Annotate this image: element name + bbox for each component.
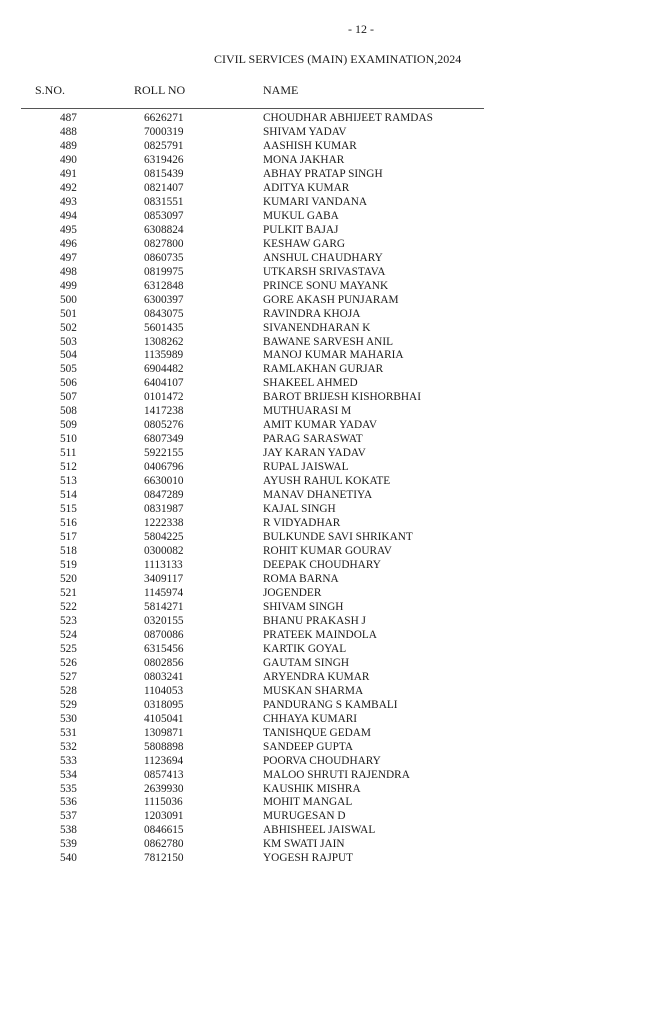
table-row	[0, 405, 667, 419]
sno-cell: 511	[60, 447, 77, 460]
roll-no-cell: 0827800	[144, 237, 184, 250]
roll-no-cell: 1113133	[144, 559, 183, 571]
table-row	[0, 447, 667, 461]
table-row	[0, 154, 667, 168]
table-row	[0, 475, 667, 489]
table-row	[0, 363, 667, 377]
table-row	[0, 126, 667, 140]
roll-no-cell: 0805276	[144, 419, 184, 432]
table-row	[0, 531, 667, 545]
name-cell: SHAKEEL AHMED	[263, 377, 358, 390]
roll-no-cell: 3409117	[144, 572, 184, 585]
sno-cell: 515	[60, 503, 77, 516]
name-cell: JOGENDER	[263, 586, 322, 599]
sno-cell: 497	[60, 251, 77, 264]
roll-no-cell: 0847289	[144, 489, 184, 502]
name-cell: KARTIK GOYAL	[263, 642, 347, 655]
roll-no-cell: 6312848	[144, 279, 184, 292]
sno-cell: 493	[60, 195, 77, 208]
name-cell: JAY KARAN YADAV	[263, 447, 366, 460]
roll-no-cell: 0101472	[144, 391, 184, 404]
column-header-name: NAME	[263, 83, 299, 97]
sno-cell: 507	[60, 391, 77, 404]
name-cell: SANDEEP GUPTA	[263, 740, 353, 753]
roll-no-cell: 5808898	[144, 740, 184, 753]
roll-no-cell: 0860735	[144, 251, 184, 264]
sno-cell: 521	[60, 586, 77, 599]
name-cell: GORE AKASH PUNJARAM	[263, 293, 399, 306]
table-row	[0, 196, 667, 210]
name-cell: MUSKAN SHARMA	[263, 684, 364, 697]
sno-cell: 506	[60, 377, 77, 390]
name-cell: ABHISHEEL JAISWAL	[263, 824, 376, 837]
roll-no-cell: 0843075	[144, 307, 184, 320]
table-row	[0, 824, 667, 838]
sno-cell: 513	[60, 475, 77, 488]
name-cell: ARYENDRA KUMAR	[263, 670, 370, 683]
table-row	[0, 573, 667, 587]
name-cell: AYUSH RAHUL KOKATE	[263, 475, 391, 488]
roll-no-cell: 5922155	[144, 447, 184, 460]
sno-cell: 491	[60, 167, 77, 180]
sno-cell: 527	[60, 670, 77, 683]
sno-cell: 498	[60, 265, 77, 278]
table-row	[0, 252, 667, 266]
roll-no-cell: 1135989	[144, 349, 184, 362]
roll-no-cell: 1417238	[144, 405, 184, 418]
sno-cell: 540	[60, 852, 77, 865]
name-cell: SHIVAM YADAV	[263, 125, 347, 138]
sno-cell: 490	[60, 153, 77, 166]
sno-cell: 526	[60, 656, 77, 669]
sno-cell: 536	[60, 796, 77, 809]
table-row	[0, 294, 667, 308]
table-row	[0, 349, 667, 363]
sno-cell: 520	[60, 572, 77, 585]
name-cell: KM SWATI JAIN	[263, 838, 345, 851]
table-row	[0, 601, 667, 615]
name-cell: KAJAL SINGH	[263, 503, 336, 516]
table-row	[0, 280, 667, 294]
table-row	[0, 461, 667, 475]
roll-no-cell: 6308824	[144, 223, 184, 236]
roll-no-cell: 0846615	[144, 824, 184, 837]
table-row	[0, 210, 667, 224]
roll-no-cell: 6300397	[144, 293, 184, 306]
document-title: CIVIL SERVICES (MAIN) EXAMINATION,2024	[214, 52, 462, 66]
name-cell: UTKARSH SRIVASTAVA	[263, 265, 386, 278]
name-cell: MUKUL GABA	[263, 209, 339, 222]
table-row	[0, 182, 667, 196]
roll-no-cell: 0815439	[144, 167, 184, 180]
roll-no-cell: 1309871	[144, 726, 184, 739]
sno-cell: 534	[60, 768, 77, 781]
sno-cell: 518	[60, 545, 77, 558]
name-cell: AMIT KUMAR YADAV	[263, 419, 378, 432]
name-cell: MONA JAKHAR	[263, 153, 345, 166]
name-cell: MANOJ KUMAR MAHARIA	[263, 349, 404, 362]
sno-cell: 532	[60, 740, 77, 753]
name-cell: DEEPAK CHOUDHARY	[263, 559, 381, 571]
name-cell: MURUGESAN D	[263, 810, 346, 823]
name-cell: KESHAW GARG	[263, 237, 346, 250]
name-cell: PANDURANG S KAMBALI	[263, 698, 398, 711]
name-cell: PRATEEK MAINDOLA	[263, 628, 377, 641]
sno-cell: 529	[60, 698, 77, 711]
roll-no-cell: 0862780	[144, 838, 184, 851]
roll-no-cell: 0870086	[144, 628, 184, 641]
roll-no-cell: 0853097	[144, 209, 184, 222]
table-row	[0, 852, 667, 866]
sno-cell: 519	[60, 559, 77, 571]
sno-cell: 504	[60, 349, 77, 362]
table-row	[0, 741, 667, 755]
header-divider	[21, 108, 484, 109]
sno-cell: 539	[60, 838, 77, 851]
roll-no-cell: 0300082	[144, 545, 184, 558]
table-row	[0, 391, 667, 405]
name-cell: KAUSHIK MISHRA	[263, 782, 361, 795]
name-cell: KUMARI VANDANA	[263, 195, 368, 208]
sno-cell: 501	[60, 307, 77, 320]
name-cell: ROHIT KUMAR GOURAV	[263, 545, 392, 558]
roll-no-cell: 1222338	[144, 517, 184, 530]
sno-cell: 538	[60, 824, 77, 837]
sno-cell: 509	[60, 419, 77, 432]
name-cell: SIVANENDHARAN K	[263, 321, 371, 334]
table-row	[0, 796, 667, 810]
name-cell: RUPAL JAISWAL	[263, 461, 349, 474]
table-row	[0, 671, 667, 685]
sno-cell: 510	[60, 433, 77, 446]
roll-no-cell: 0803241	[144, 670, 184, 683]
table-row	[0, 140, 667, 154]
table-row	[0, 503, 667, 517]
table-row	[0, 377, 667, 391]
roll-no-cell: 6904482	[144, 363, 184, 376]
roll-no-cell: 5814271	[144, 600, 184, 613]
name-cell: CHHAYA KUMARI	[263, 712, 358, 725]
name-cell: SHIVAM SINGH	[263, 600, 344, 613]
sno-cell: 516	[60, 517, 77, 530]
table-row	[0, 545, 667, 559]
roll-no-cell: 5804225	[144, 531, 184, 544]
roll-no-cell: 1123694	[144, 754, 184, 767]
sno-cell: 522	[60, 600, 77, 613]
table-row	[0, 713, 667, 727]
table-row	[0, 517, 667, 531]
table-row	[0, 699, 667, 713]
page-number: - 12 -	[348, 22, 374, 36]
name-cell: ROMA BARNA	[263, 572, 339, 585]
sno-cell: 525	[60, 642, 77, 655]
name-cell: R VIDYADHAR	[263, 517, 341, 530]
roll-no-cell: 6319426	[144, 153, 184, 166]
name-cell: MALOO SHRUTI RAJENDRA	[263, 768, 410, 781]
sno-cell: 533	[60, 754, 77, 767]
roll-no-cell: 6626271	[144, 112, 184, 124]
table-row	[0, 266, 667, 280]
table-row	[0, 587, 667, 601]
table-row	[0, 727, 667, 741]
table-row	[0, 112, 667, 126]
table-row	[0, 489, 667, 503]
roll-no-cell: 0819975	[144, 265, 184, 278]
name-cell: PARAG SARASWAT	[263, 433, 363, 446]
table-row	[0, 559, 667, 573]
name-cell: CHOUDHAR ABHIJEET RAMDAS	[263, 112, 433, 124]
roll-no-cell: 1308262	[144, 335, 184, 348]
results-table	[0, 112, 667, 866]
sno-cell: 537	[60, 810, 77, 823]
roll-no-cell: 5601435	[144, 321, 184, 334]
table-row	[0, 657, 667, 671]
sno-cell: 508	[60, 405, 77, 418]
sno-cell: 496	[60, 237, 77, 250]
name-cell: POORVA CHOUDHARY	[263, 754, 381, 767]
column-header-sno: S.NO.	[35, 83, 66, 97]
table-row	[0, 308, 667, 322]
name-cell: RAVINDRA KHOJA	[263, 307, 361, 320]
table-row	[0, 755, 667, 769]
sno-cell: 517	[60, 531, 77, 544]
name-cell: YOGESH RAJPUT	[263, 852, 354, 865]
roll-no-cell: 2639930	[144, 782, 184, 795]
name-cell: GAUTAM SINGH	[263, 656, 350, 669]
roll-no-cell: 4105041	[144, 712, 184, 725]
roll-no-cell: 7812150	[144, 852, 184, 865]
column-header-roll-no: ROLL NO	[134, 83, 186, 97]
sno-cell: 492	[60, 181, 77, 194]
roll-no-cell: 6630010	[144, 475, 184, 488]
table-row	[0, 238, 667, 252]
name-cell: MANAV DHANETIYA	[263, 489, 373, 502]
sno-cell: 502	[60, 321, 77, 334]
table-row	[0, 629, 667, 643]
sno-cell: 488	[60, 125, 77, 138]
table-row	[0, 322, 667, 336]
name-cell: ABHAY PRATAP SINGH	[263, 167, 383, 180]
roll-no-cell: 1104053	[144, 684, 184, 697]
table-row	[0, 419, 667, 433]
sno-cell: 512	[60, 461, 77, 474]
name-cell: PULKIT BAJAJ	[263, 223, 339, 236]
table-row	[0, 336, 667, 350]
name-cell: BULKUNDE SAVI SHRIKANT	[263, 531, 413, 544]
roll-no-cell: 6807349	[144, 433, 184, 446]
roll-no-cell: 0825791	[144, 139, 184, 152]
sno-cell: 530	[60, 712, 77, 725]
name-cell: BAWANE SARVESH ANIL	[263, 335, 393, 348]
sno-cell: 499	[60, 279, 77, 292]
roll-no-cell: 0320155	[144, 614, 184, 627]
roll-no-cell: 0802856	[144, 656, 184, 669]
table-row	[0, 769, 667, 783]
sno-cell: 494	[60, 209, 77, 222]
sno-cell: 514	[60, 489, 77, 502]
name-cell: MUTHUARASI M	[263, 405, 352, 418]
sno-cell: 531	[60, 726, 77, 739]
roll-no-cell: 6315456	[144, 642, 184, 655]
table-row	[0, 685, 667, 699]
roll-no-cell: 0406796	[144, 461, 184, 474]
name-cell: ANSHUL CHAUDHARY	[263, 251, 383, 264]
name-cell: BHANU PRAKASH J	[263, 614, 366, 627]
roll-no-cell: 0318095	[144, 698, 184, 711]
sno-cell: 505	[60, 363, 77, 376]
sno-cell: 503	[60, 335, 77, 348]
sno-cell: 524	[60, 628, 77, 641]
name-cell: BAROT BRIJESH KISHORBHAI	[263, 391, 421, 404]
name-cell: AASHISH KUMAR	[263, 139, 357, 152]
name-cell: PRINCE SONU MAYANK	[263, 279, 389, 292]
roll-no-cell: 0831551	[144, 195, 184, 208]
roll-no-cell: 0831987	[144, 503, 184, 516]
sno-cell: 528	[60, 684, 77, 697]
sno-cell: 535	[60, 782, 77, 795]
roll-no-cell: 1145974	[144, 586, 184, 599]
table-row	[0, 168, 667, 182]
name-cell: RAMLAKHAN GURJAR	[263, 363, 384, 376]
roll-no-cell: 0821407	[144, 181, 184, 194]
name-cell: TANISHQUE GEDAM	[263, 726, 371, 739]
name-cell: MOHIT MANGAL	[263, 796, 353, 809]
sno-cell: 495	[60, 223, 77, 236]
sno-cell: 489	[60, 139, 77, 152]
roll-no-cell: 0857413	[144, 768, 184, 781]
table-row	[0, 838, 667, 852]
table-row	[0, 810, 667, 824]
sno-cell: 500	[60, 293, 77, 306]
roll-no-cell: 6404107	[144, 377, 184, 390]
table-row	[0, 224, 667, 238]
table-row	[0, 783, 667, 797]
sno-cell: 523	[60, 614, 77, 627]
name-cell: ADITYA KUMAR	[263, 181, 350, 194]
roll-no-cell: 7000319	[144, 125, 184, 138]
roll-no-cell: 1203091	[144, 810, 184, 823]
table-row	[0, 643, 667, 657]
roll-no-cell: 1115036	[144, 796, 183, 809]
table-row	[0, 615, 667, 629]
table-row	[0, 433, 667, 447]
sno-cell: 487	[60, 112, 77, 124]
